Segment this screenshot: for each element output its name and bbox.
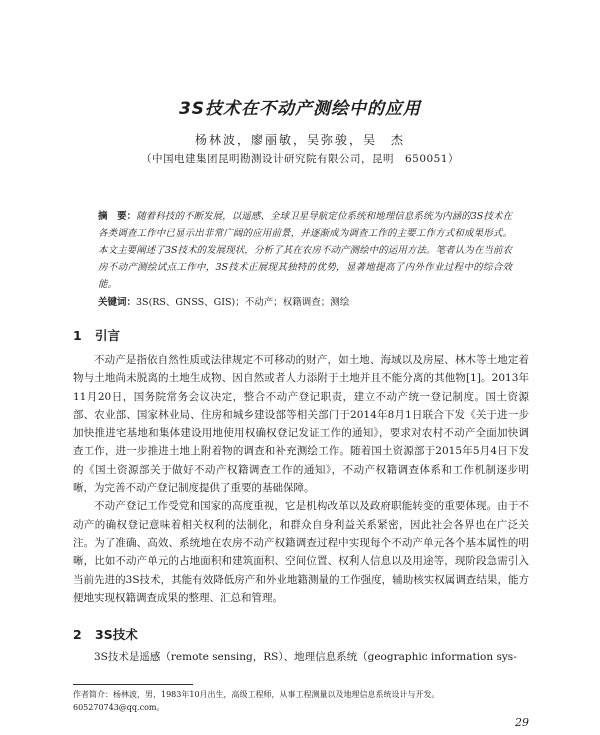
section-title: 3S技术 bbox=[95, 627, 138, 642]
keywords bbox=[98, 296, 512, 310]
abstract-label: 摘 要： bbox=[98, 211, 137, 222]
abstract bbox=[98, 208, 512, 293]
affiliation: （中国电建集团昆明勘测设计研究院有限公司，昆明 650051） bbox=[140, 153, 460, 165]
author-list: 杨林波，廖丽敏，吴弥骏，吴 杰 bbox=[194, 133, 405, 147]
author-footnote: 作者简介：杨林波，男，1983年10月出生，高级工程师，从事工程测量以及地理信息系统设计与开发。605270743@qq.com。 bbox=[73, 690, 440, 712]
abstract-text: 随着科技的不断发展，以遥感、全球卫星导航定位系统和地理信息系统为内涵的3S技术在各类调查工作中已显示出非常广阔的应用前景，并逐渐成为调查工作的主要工作方式和成果形式。本文主要阐述了3S技术的发展现状，分析了其在农房不动产测绘中的运用方法。笔者认为在当前农房不动产测绘试点工作中，3S技术正展现其独特的优势，显著地提高了内外作业过程中的综合效能。 bbox=[98, 211, 512, 290]
keywords-label: 关键词： bbox=[98, 297, 137, 308]
paragraph: 不动产是指依自然性质或法律规定不可移动的财产，如土地、海域以及房屋、林木等土地定着物与土地尚未脱离的土地生成物、因自然或者人力添附于土地并且不能分离的其他物[1]。2013年11月20日，国务院常务会议决定，整合不动产登记职责，建立不动产统一登记制度。国土资源部、农业部、国家林业局、住房和城乡建设部等相关部门于2014年8月1日联合下发《关于进一步加快推进宅基地和集体建设用地使用权确权登记发证工作的通知》，要求对农村不动产全面加快调查工作，进一步推进土地上附着物的调查和补充测绘工作。随着国土资源部于2015年5月4日下发的《国土资源部关于做好不动产权籍调查工作的通知》，不动产权籍调查体系和工作机制逐步明晰，为完善不动产登记制度提供了重要的基础保障。 bbox=[73, 354, 529, 495]
footnote-divider bbox=[73, 684, 193, 685]
paragraph: 不动产登记工作受党和国家的高度重视，它是机构改革以及政府职能转变的重要体现。由于不动产的确权登记意味着相关权利的法制化，和群众自身利益关系紧密，因此社会各界也在广泛关注。为了准确、高效、系统地在农房不动产权籍调查过程中实现每个不动产单元各个基本属性的明晰，比如不动产单元的占地面积和建筑面积、空间位置、权利人信息以及用途等，现阶段急需引入当前先进的3S技术，其能有效降低房产和外业地籍测量的工作强度，辅助核实权属调查结果，能方便地实现权籍调查成果的整理、汇总和管理。 bbox=[73, 500, 529, 604]
section-title: 引言 bbox=[95, 328, 121, 343]
paragraph: 3S技术是遥感（remote sensing，RS）、地理信息系统（geographic information sys- bbox=[94, 651, 517, 663]
section-number: 2 bbox=[73, 627, 82, 642]
paper-title: 3S技术在不动产测绘中的应用 bbox=[178, 99, 422, 119]
section-number: 1 bbox=[73, 328, 82, 343]
intro-body bbox=[73, 351, 529, 607]
section-heading-intro bbox=[73, 326, 120, 344]
page-number: 29 bbox=[515, 716, 529, 729]
3s-body bbox=[73, 648, 529, 666]
keywords-text: 3S(RS、GNSS、GIS)；不动产；权籍调查；测绘 bbox=[136, 297, 350, 308]
section-heading-3s bbox=[73, 625, 138, 643]
